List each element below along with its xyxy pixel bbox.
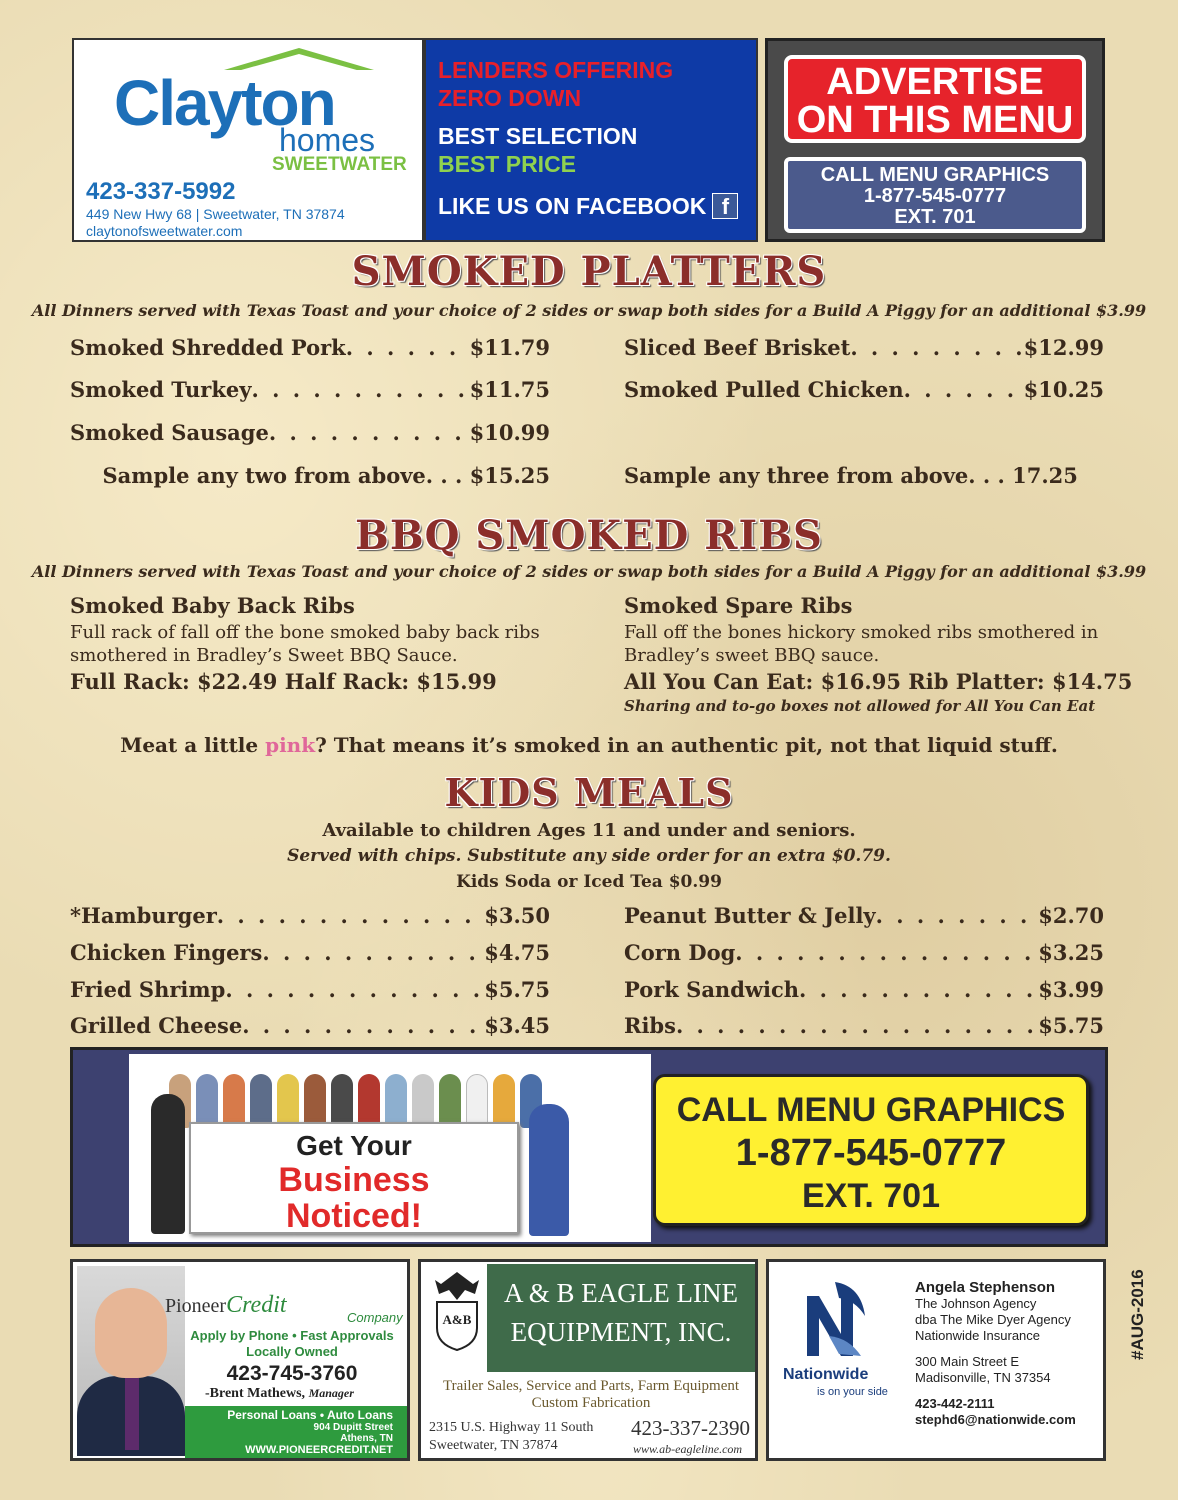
advertise-line1: ADVERTISE: [826, 61, 1044, 103]
menu-item: Chicken Fingers . . . $4.75: [70, 940, 550, 965]
ab-eagle-line-ad[interactable]: [418, 1259, 758, 1461]
menu-item: Smoked Sausage . . . $10.99: [70, 420, 550, 445]
pioneer-website[interactable]: WWW.PIONEERCREDIT.NET: [245, 1444, 393, 1456]
menu-item: Ribs . . . $5.75: [624, 1013, 1104, 1038]
clayton-brand: Clayton: [114, 67, 335, 139]
call-label: CALL MENU GRAPHICS: [676, 1091, 1066, 1129]
nationwide-logo-text: Nationwide: [783, 1366, 869, 1383]
business-banner-ad[interactable]: [70, 1047, 1108, 1247]
pink-note: Meat a little pink? That means it’s smoked in an authentic pit, not that liquid stuff.: [120, 733, 1058, 757]
menu-item: Corn Dog . . . $3.25: [624, 940, 1104, 965]
pioneer-apply: Apply by Phone • Fast Approvals Locally Owned: [190, 1328, 394, 1359]
spare-ribs-name: Smoked Spare Ribs: [624, 593, 853, 618]
ab-name-box: A & B EAGLE LINE EQUIPMENT, INC.: [487, 1264, 755, 1372]
ab-address2: Sweetwater, TN 37874: [429, 1438, 558, 1453]
baby-back-desc2: smothered in Bradley’s Sweet BBQ Sauce.: [70, 645, 458, 666]
pioneer-company: Company: [347, 1310, 403, 1325]
advertise-ext: EXT. 701: [894, 206, 976, 228]
ab-address1: 2315 U.S. Highway 11 South: [429, 1420, 594, 1435]
advertise-ad[interactable]: [765, 38, 1105, 242]
advertise-phone: 1-877-545-0777: [863, 185, 1007, 207]
call-ext: EXT. 701: [802, 1177, 940, 1215]
svg-text:A&B: A&B: [442, 1312, 472, 1327]
businessman-figure: [529, 1104, 569, 1236]
facebook-link[interactable]: [438, 192, 744, 220]
clayton-homes-ad[interactable]: [72, 38, 424, 242]
lenders-line1: LENDERS OFFERING: [438, 57, 674, 83]
menu-item: Pork Sandwich . . . $3.99: [624, 977, 1104, 1002]
clayton-location: SWEETWATER: [272, 154, 407, 175]
ab-services: Trailer Sales, Service and Parts, Farm Equipment Custom Fabrication: [442, 1378, 740, 1411]
ribs-title: BBQ SMOKED RIBS: [355, 512, 823, 559]
facebook-label: LIKE US ON FACEBOOK: [438, 193, 707, 219]
pioneer-logo: PioneerCredit: [165, 1292, 287, 1318]
spare-ribs-prices: All You Can Eat: $16.95 Rib Platter: $14.75: [624, 669, 1133, 694]
advertise-line2: ON THIS MENU: [796, 99, 1074, 141]
baby-back-name: Smoked Baby Back Ribs: [70, 593, 355, 618]
smoked-platters-subtitle: All Dinners served with Texas Toast and your choice of 2 sides or swap both sides for a Build A Piggy for an additional $3.99: [31, 301, 1147, 320]
ribs-subtitle: All Dinners served with Texas Toast and your choice of 2 sides or swap both sides for a Build A Piggy for an additional $3.99: [31, 562, 1147, 581]
pioneer-manager: -Brent Mathews, Manager: [205, 1386, 354, 1401]
advertise-contact: [784, 157, 1086, 233]
ab-phone: 423-337-2390: [631, 1416, 750, 1440]
lenders-ad[interactable]: [424, 38, 758, 242]
nationwide-agent-info: Angela Stephenson The Johnson Agency dba The Mike Dyer Agency Nationwide Insurance 300 Main Street E Madisonville, TN 37354 423-442-2111 stephd6@nationwide.com: [915, 1279, 1076, 1427]
best-selection: BEST SELECTION: [438, 123, 638, 149]
menu-item: Fried Shrimp . . . $5.75: [70, 977, 550, 1002]
business-sign: [189, 1122, 519, 1234]
pioneer-footer: Personal Loans • Auto Loans 904 Dupitt Street Athens, TN WWW.PIONEERCREDIT.NET: [185, 1406, 407, 1458]
clayton-website[interactable]: claytonofsweetwater.com: [86, 223, 243, 239]
sign-line2: Business: [278, 1161, 430, 1199]
banner-image: [129, 1054, 651, 1242]
smoked-platters-title: SMOKED PLATTERS: [351, 248, 827, 295]
clayton-address: 449 New Hwy 68 | Sweetwater, TN 37874: [86, 206, 345, 222]
businesswoman-figure: [151, 1094, 185, 1234]
spare-ribs-note: Sharing and to-go boxes not allowed for All You Can Eat: [624, 697, 1096, 715]
pink-word: pink: [265, 733, 316, 757]
sample-two: Sample any two from above. . . $15.25: [102, 463, 550, 488]
spare-ribs-desc1: Fall off the bones hickory smoked ribs smothered in: [624, 622, 1099, 643]
baby-back-prices: Full Rack: $22.49 Half Rack: $15.99: [70, 669, 497, 694]
nationwide-ad[interactable]: [766, 1259, 1106, 1461]
crowd-illustration: [169, 1074, 542, 1128]
menu-item: Sliced Beef Brisket . . . $12.99: [624, 335, 1104, 360]
advertise-headline: [784, 55, 1086, 143]
pioneer-credit-ad[interactable]: [70, 1259, 410, 1461]
menu-item: Smoked Turkey . . . $11.75: [70, 377, 550, 402]
call-phone: 1-877-545-0777: [735, 1132, 1007, 1174]
nationwide-email[interactable]: stephd6@nationwide.com: [915, 1412, 1076, 1427]
kids-meals-title: KIDS MEALS: [444, 770, 734, 815]
clayton-homes-word: homes: [279, 122, 376, 158]
kids-line2: Served with chips. Substitute any side order for an extra $0.79.: [287, 846, 891, 866]
menu-item: Grilled Cheese . . . $3.45: [70, 1013, 550, 1038]
sample-three: Sample any three from above. . . 17.25: [624, 463, 1078, 488]
advertise-call1: CALL MENU GRAPHICS: [820, 164, 1050, 186]
best-price: BEST PRICE: [438, 151, 577, 177]
nationwide-tagline: is on your side: [817, 1386, 888, 1398]
kids-line3: Kids Soda or Iced Tea $0.99: [456, 872, 722, 892]
menu-item: Peanut Butter & Jelly . . . $2.70: [624, 903, 1104, 928]
sign-line3: Noticed!: [286, 1197, 422, 1235]
facebook-icon[interactable]: f: [712, 193, 738, 219]
clayton-phone: 423-337-5992: [86, 178, 236, 205]
eagle-shield-icon: [431, 1270, 483, 1352]
lenders-line2: ZERO DOWN: [438, 85, 582, 111]
menu-item: Smoked Pulled Chicken . . . $10.25: [624, 377, 1104, 402]
sign-line1: Get Your: [296, 1130, 412, 1161]
nationwide-eagle-icon: [799, 1276, 869, 1366]
pioneer-phone: 423-745-3760: [226, 1362, 358, 1385]
kids-line1: Available to children Ages 11 and under and seniors.: [322, 820, 856, 841]
menu-item: *Hamburger . . . $3.50: [70, 903, 550, 928]
menu-item: Smoked Shredded Pork . . . $11.79: [70, 335, 550, 360]
spare-ribs-desc2: Bradley’s sweet BBQ sauce.: [624, 645, 880, 666]
call-menu-graphics-box[interactable]: [653, 1074, 1089, 1226]
ab-website[interactable]: www.ab-eagleline.com: [633, 1442, 743, 1456]
baby-back-desc1: Full rack of fall off the bone smoked baby back ribs: [70, 622, 540, 643]
